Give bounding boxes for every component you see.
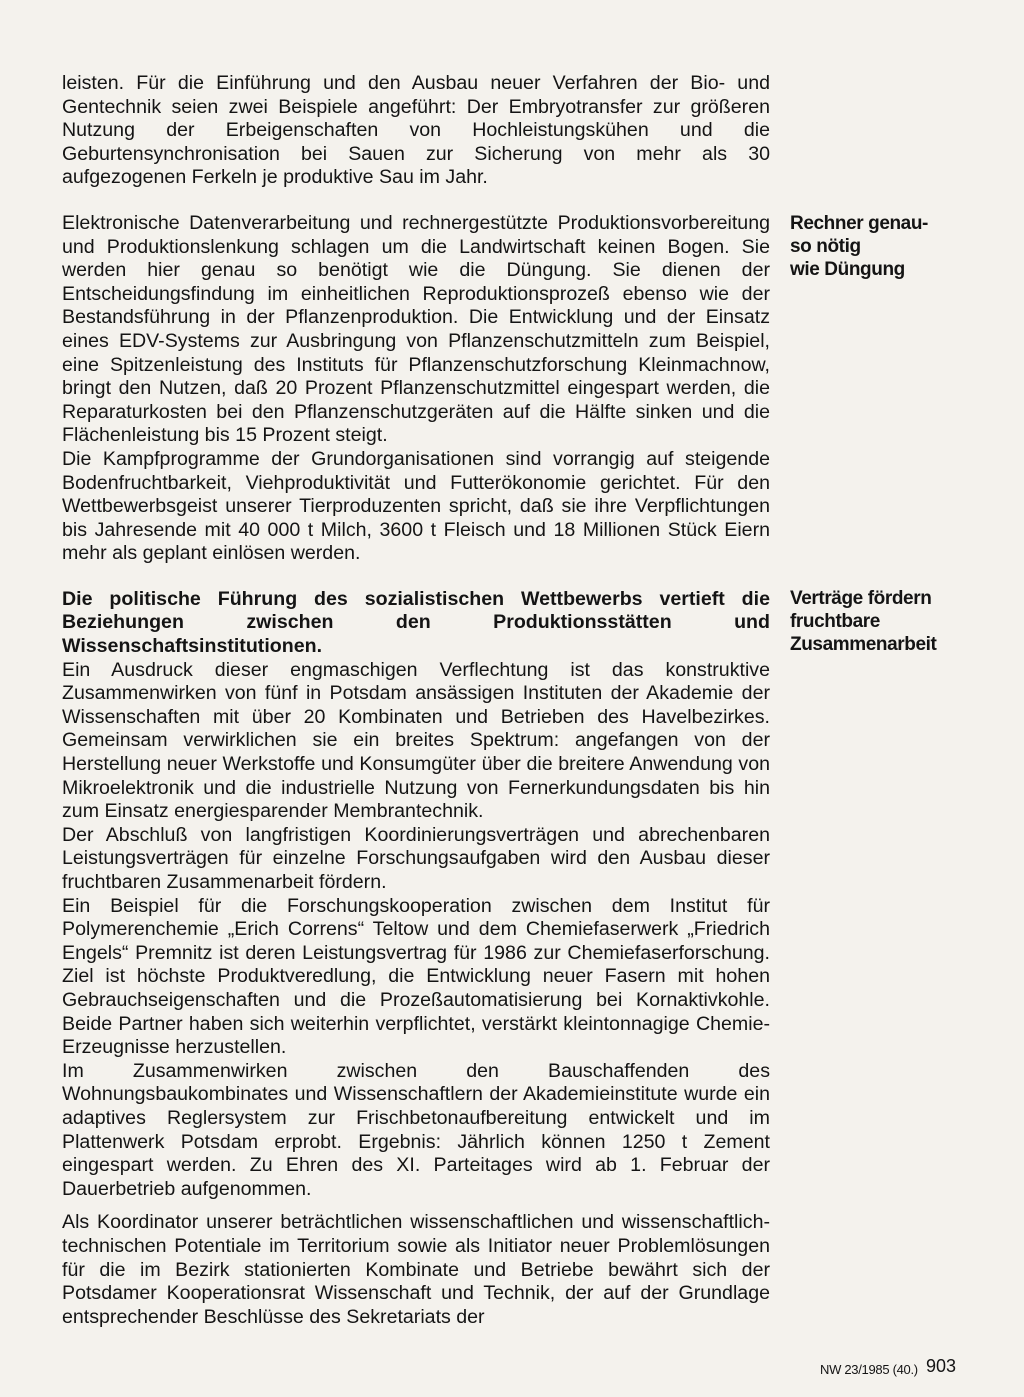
margin-note-line: so nötig xyxy=(790,236,861,257)
paragraph-kampfprogramme: Die Kampfprogramme der Grundorganisationen sind vorrangig auf steigende Bodenfruchtbarkeit, Viehproduktivität und Futterökonomie gerichtet. Für den Wettbewerbsgeist unserer Tierproduzenten spricht, daß sie ihre Verpflichtungen bis Jahresende mit 40 000 t Milch, 3600 t Fleisch und 18 Millionen Stück Eiern mehr als geplant einlösen werden. xyxy=(62,447,770,565)
paragraph-gap xyxy=(62,566,770,588)
article-body xyxy=(62,72,770,1329)
bold-lead-paragraph: Die politische Führung des sozialistischen Wettbewerbs vertieft die Beziehungen zwischen den Produktionsstätten und Wissenschaftsinstitutionen. xyxy=(62,587,770,658)
paragraph-bio-gentechnik: leisten. Für die Einführung und den Ausbau neuer Verfahren der Bio- und Gentechnik seien zwei Beispiele angeführt: Der Embryotransfer zur größeren Nutzung der Erbeigenschaften von Hochleistungskühen und die Geburtensynchronisation bei Sauen zur Sicherung von mehr als 30 aufgezogenen Ferkeln je produktive Sau im Jahr. xyxy=(62,72,770,189)
paragraph-kooperationsrat: Als Koordinator unserer beträchtlichen wissenschaftlichen und wissenschaftlich-technischen Potentiale im Territorium sowie als Initiator neuer Problemlösungen für die im Bezirk stationierten Kombinate und Betriebe bewährt sich der Potsdamer Kooperationsrat Wissenschaft und Technik, der auf der Grundlage entsprechender Beschlüsse des Sekretariats der xyxy=(62,1211,770,1328)
paragraph-wohnungsbau: Im Zusammenwirken zwischen den Bauschaffenden des Wohnungsbaukombinates und Wissenschaftlern der Akademieinstitute wurde ein adaptives Reglersystem zur Frischbetonaufbereitung entwickelt und im Plattenwerk Potsdam erprobt. Ergebnis: Jährlich können 1250 t Zement eingespart werden. Zu Ehren des XI. Parteitages wird ab 1. Februar der Dauerbetrieb aufgenommen. xyxy=(62,1059,770,1200)
paragraph-forschungskooperation: Ein Beispiel für die Forschungskooperation zwischen dem Institut für Polymerenchemie „Erich Correns“ Teltow und dem Chemiefaserwerk „Friedrich Engels“ Premnitz ist deren Leistungsvertrag für 1986 zur Chemiefaserforschung. Ziel ist höchste Produktveredlung, die Entwicklung neuer Fasern mit hohen Gebrauchseigenschaften und die Prozeßautomatisierung bei Kornaktivkohle. Beide Partner haben sich weiterhin verpflichtet, verstärkt kleintonnagige Chemie-Erzeugnisse herzustellen. xyxy=(62,894,770,1059)
paragraph-gap xyxy=(62,1201,770,1211)
margin-note-line: Verträge fördern xyxy=(790,588,932,609)
margin-note-line: Rechner genau- xyxy=(790,213,928,234)
paragraph-gap xyxy=(62,190,770,212)
margin-note-rechner xyxy=(790,212,960,281)
issue-reference: NW 23/1985 (40.) xyxy=(820,1362,918,1377)
margin-note-line: fruchtbare xyxy=(790,611,880,632)
page-number: 903 xyxy=(926,1356,957,1376)
paragraph-koordinierungsvertraege: Der Abschluß von langfristigen Koordinierungsverträgen und abrechenbaren Leistungsverträgen für einzelne Forschungsaufgaben wird den Ausbau dieser fruchtbaren Zusammenarbeit fördern. xyxy=(62,823,770,893)
paragraph-verflechtung: Ein Ausdruck dieser engmaschigen Verflechtung ist das konstruktive Zusammenwirken von fünf in Potsdam ansässigen Instituten der Akademie der Wissenschaften mit über 20 Kombinaten und Betrieben des Havelbezirkes. Gemeinsam verwirklichen sie ein breites Spektrum: angefangen von der Herstellung neuer Werkstoffe und Konsumgüter über die breitere Anwendung von Mikroelektronik und die industrielle Nutzung von Fernerkundungsdaten bis hin zum Einsatz energiesparender Membrantechnik. xyxy=(62,658,770,823)
margin-note-line: Zusammenarbeit xyxy=(790,634,937,655)
margin-note-vertraege xyxy=(790,587,960,656)
margin-note-line: wie Düngung xyxy=(790,259,905,280)
paragraph-edv: Elektronische Datenverarbeitung und rechnergestützte Produktionsvorbereitung und Produktionslenkung schlagen um die Landwirtschaft keinen Bogen. Sie werden hier genau so benötigt wie die Düngung. Sie dienen der Entscheidungsfindung im einheitlichen Reproduktionsprozeß ebenso wie der Bestandsführung in der Pflanzenproduktion. Die Entwicklung und der Einsatz eines EDV-Systems zur Ausbringung von Pflanzenschutzmitteln zum Beispiel, eine Spitzenleistung des Instituts für Pflanzenschutzforschung Kleinmachnow, bringt den Nutzen, daß 20 Prozent Pflanzenschutzmittel eingespart werden, die Reparaturkosten bei den Pflanzenschutzgeräten auf die Hälfte sinken und die Flächenleistung bis 15 Prozent steigt. xyxy=(62,211,770,447)
